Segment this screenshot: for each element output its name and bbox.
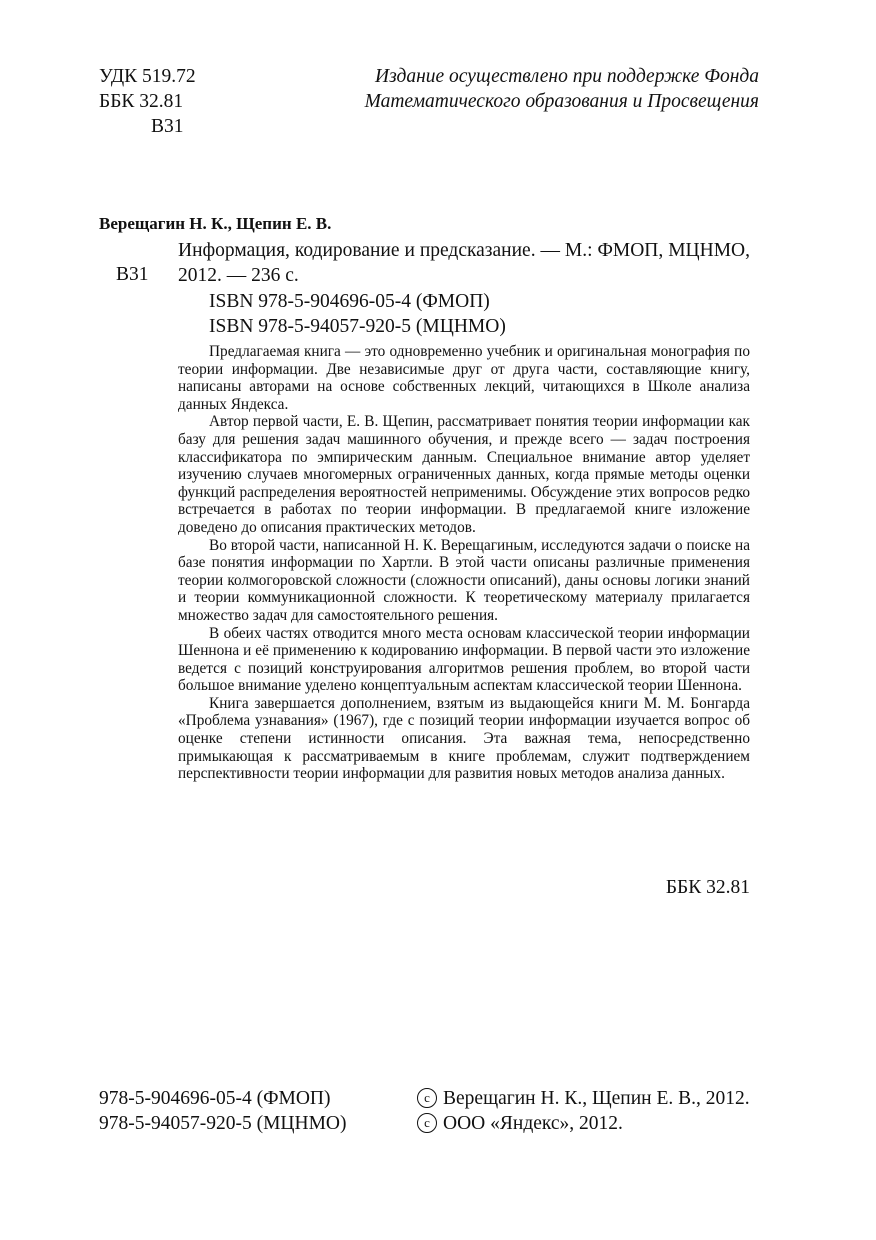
isbn-mccme: ISBN 978-5-94057-920-5 (МЦНМО) bbox=[209, 316, 506, 337]
annotation-paragraph: Во второй части, написанной Н. К. Верещагиным, исследуются задачи о поиске на базе понятия информации по Хартли. В этой части описаны различные применения теории колмогоровской сложности (сложности описаний), даны основы логики знаний и теории коммуникационной сложности. К теоретическому материалу прилагается множество задач для самостоятельного решения. bbox=[178, 536, 750, 624]
copyright-line: c ООО «Яндекс», 2012. bbox=[417, 1111, 750, 1136]
copyright-icon: c bbox=[417, 1088, 437, 1108]
annotation bbox=[178, 343, 750, 783]
annotation-paragraph: Книга завершается дополнением, взятым из выдающейся книги М. М. Бонгарда «Проблема узнавания» (1967), где с позиций теории информации изучается вопрос об оценке степени истинности описания. Эта важная тема, непосредственно примыкающая к рассматриваемым в книге проблемам, служит подтверждением перспективности теории информации для развития новых методов анализа данных. bbox=[178, 694, 750, 783]
bbk-bottom: ББК 32.81 bbox=[665, 877, 750, 898]
udk-code: УДК 519.72 bbox=[99, 66, 196, 87]
bbk-code: ББК 32.81 bbox=[99, 91, 184, 112]
annotation-paragraph: Автор первой части, Е. В. Щепин, рассматривает понятия теории информации как базу для решения задач машинного обучения, и прежде всего — задач построения классификатора по эмпирическим данным. Специальное внимание автор уделяет изучению случаев многомерных ограниченных данных, когда прямые методы оценки функций распределения вероятностей неприменимы. Обсуждение этих вопросов редко встречается в работах по теории информации. В предлагаемой книге изложение доведено до описания практических методов. bbox=[178, 413, 750, 536]
isbn-fmop: ISBN 978-5-904696-05-4 (ФМОП) bbox=[209, 291, 490, 312]
author-mark: В31 bbox=[151, 116, 184, 137]
footer-isbn: 978-5-904696-05-4 (ФМОП) 978-5-94057-920-5 (МЦНМО) bbox=[99, 1088, 347, 1134]
support-note: Издание осуществлено при поддержке Фонда Математического образования и Просвещения bbox=[364, 66, 759, 112]
classification-block bbox=[99, 64, 196, 139]
book-title: Информация, кодирование и предсказание. — М.: ФМОП, МЦНМО, 2012. — 236 с. bbox=[178, 240, 750, 286]
index-mark: В31 bbox=[116, 264, 149, 285]
annotation-paragraph: В обеих частях отводится много места основам классической теории информации Шеннона и её применению к кодированию информации. В первой части это изложение ведется с позиций конструирования алгоритмов решения проблем, во второй части большое внимание уделено концептуальным аспектам классической теории Шеннона. bbox=[178, 624, 750, 695]
authors-heading: Верещагин Н. К., Щепин Е. В. bbox=[99, 214, 332, 233]
annotation-paragraph: Предлагаемая книга — это одновременно учебник и оригинальная монография по теории информации. Две независимые друг от друга части, составляющие книгу, написаны авторами на основе собственных лекций, читающихся в Школе анализа данных Яндекса. bbox=[178, 343, 750, 413]
isbn-block bbox=[209, 289, 506, 339]
footer-copyright bbox=[417, 1086, 750, 1136]
copyright-icon: c bbox=[417, 1113, 437, 1133]
copyright-line: c Верещагин Н. К., Щепин Е. В., 2012. bbox=[417, 1086, 750, 1111]
